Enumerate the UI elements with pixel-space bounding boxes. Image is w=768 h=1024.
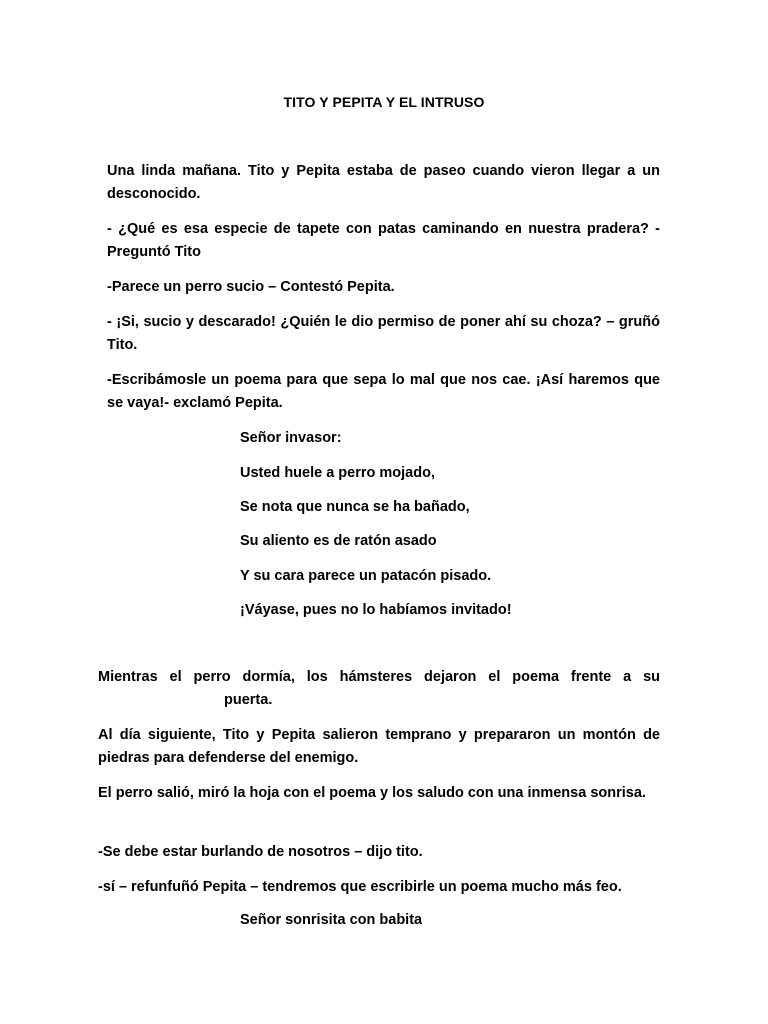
paragraph: -Se debe estar burlando de nosotros – dijo tito. (98, 844, 423, 860)
paragraph: -sí – refunfuñó Pepita – tendremos que escribirle un poema mucho más feo. (98, 879, 622, 895)
paragraph: - ¿Qué es esa especie de tapete con patas caminando en nuestra pradera? - Preguntó Tito (107, 221, 660, 260)
paragraph-line: Mientras el perro dormía, los hámsteres dejaron el poema frente a su (98, 669, 660, 685)
poem-line: ¡Váyase, pues no lo habíamos invitado! (240, 602, 512, 618)
document-title: TITO Y PEPITA Y EL INTRUSO (283, 94, 485, 110)
poem-line: Su aliento es de ratón asado (240, 533, 437, 549)
poem-line: Y su cara parece un patacón pisado. (240, 568, 492, 584)
poem-line: Usted huele a perro mojado, (240, 465, 435, 481)
paragraph: -Escribámosle un poema para que sepa lo mal que nos cae. ¡Así haremos que se vaya!- exclamó Pepita. (107, 372, 660, 411)
poem-line: Señor invasor: (240, 430, 342, 446)
poem-line: Señor sonrisita con babita (240, 912, 423, 928)
paragraph-line: puerta. (224, 692, 273, 708)
paragraph (98, 666, 660, 712)
paragraph: El perro salió, miró la hoja con el poema y los saludo con una inmensa sonrisa. (98, 785, 646, 801)
paragraph: - ¡Si, sucio y descarado! ¿Quién le dio permiso de poner ahí su choza? – gruñó Tito. (107, 314, 660, 353)
poem-line: Se nota que nunca se ha bañado, (240, 499, 470, 515)
paragraph: Una linda mañana. Tito y Pepita estaba de paseo cuando vieron llegar a un desconocido. (107, 163, 660, 202)
paragraph: -Parece un perro sucio – Contestó Pepita. (107, 279, 395, 295)
paragraph: Al día siguiente, Tito y Pepita salieron temprano y prepararon un montón de piedras para defenderse del enemigo. (98, 727, 660, 766)
